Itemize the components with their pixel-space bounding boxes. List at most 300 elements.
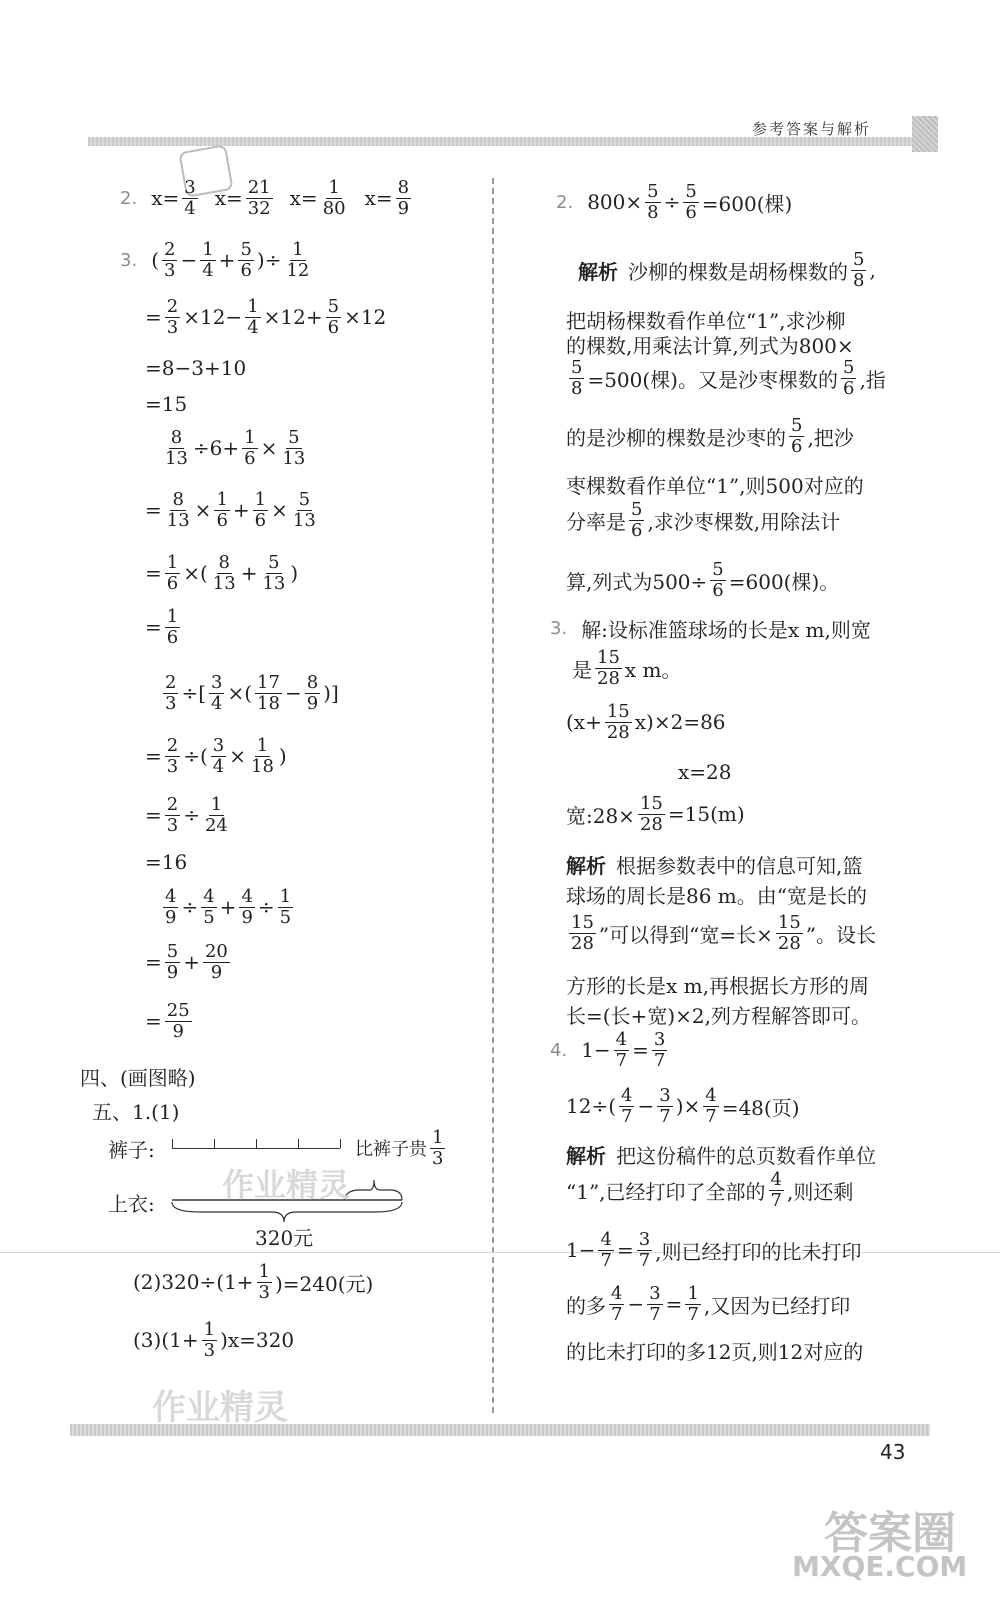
text: 比裤子贵 [355, 1139, 427, 1161]
fraction [430, 1128, 445, 1169]
fraction [165, 1001, 192, 1042]
text: “1”,已经打印了全部的 [566, 1179, 766, 1204]
den: 7 [770, 1189, 782, 1211]
watermark-site: MXQE.COM [792, 1550, 968, 1583]
num: 3 [212, 735, 225, 756]
fraction [657, 1086, 672, 1127]
den: 12 [286, 259, 310, 281]
fraction [238, 240, 253, 281]
text: =15(m) [667, 802, 745, 827]
right-q2-exp-2: 把胡杨棵数看作单位“1”,求沙柳 [566, 309, 846, 333]
fraction [605, 702, 632, 743]
text: )x=320 [220, 1328, 295, 1353]
num: 3 [638, 1229, 651, 1250]
num: 5 [712, 559, 724, 580]
text: × [260, 436, 278, 461]
text: ,则还剩 [786, 1179, 854, 1204]
fraction [652, 1030, 667, 1071]
den: 6 [216, 509, 228, 531]
text: ×12− [183, 305, 243, 330]
num: 4 [770, 1169, 782, 1190]
text: )] [323, 681, 339, 706]
analysis-tag: 解析 [566, 854, 606, 878]
text: (2)320÷(1+ [133, 1270, 254, 1295]
text: =48(页) [721, 1095, 800, 1120]
fraction [211, 553, 238, 594]
num: 5 [240, 239, 252, 260]
right-q2-exp-6: 枣棵数看作单位“1”,则500对应的 [566, 474, 864, 498]
den: 13 [262, 572, 286, 594]
fraction [278, 887, 293, 928]
text: ) [290, 561, 299, 586]
left-q2-label: 2. [120, 187, 138, 209]
den: 4 [212, 755, 225, 777]
num: 1 [202, 239, 214, 260]
fraction [683, 182, 698, 223]
right-q4-exp-4 [566, 1284, 850, 1325]
text: + [183, 950, 200, 975]
text: (x+ [566, 710, 602, 735]
fraction [165, 795, 180, 836]
text: =600(棵)。 [728, 569, 840, 594]
fraction [203, 942, 230, 983]
num: 1 [258, 1261, 270, 1282]
right-q3-line-2 [572, 648, 682, 689]
tick [214, 1139, 215, 1148]
left-q3-e3-line-2 [145, 795, 233, 836]
coat-label: 上衣: [108, 1192, 155, 1216]
text: , [869, 258, 876, 283]
text: 的多 [566, 1293, 606, 1318]
text: 800× [587, 190, 643, 215]
fraction [165, 607, 180, 648]
num: 2 [164, 239, 176, 260]
fraction [182, 178, 197, 219]
fraction [614, 1030, 629, 1071]
left-q3-e3-line-3: =16 [145, 850, 188, 874]
left-q3-e4-line-1 [145, 942, 233, 983]
den: 6 [166, 626, 179, 648]
text: ×( [183, 561, 208, 586]
num: 5 [791, 415, 803, 436]
watermark-brand: 答案圈 [824, 1508, 956, 1559]
fraction [769, 1170, 784, 1211]
right-q2-label: 2. [556, 191, 574, 213]
num: 1 [254, 489, 267, 510]
num: 4 [621, 1085, 633, 1106]
fraction [637, 1230, 652, 1271]
den: 5 [279, 906, 292, 928]
den: 6 [254, 509, 267, 531]
fraction [239, 887, 254, 928]
text: 1− [581, 1038, 611, 1063]
den: 7 [687, 1303, 699, 1325]
right-q4-exp-1 [566, 1140, 876, 1169]
text: + [240, 561, 258, 586]
den: 7 [611, 1303, 623, 1325]
fraction [165, 553, 180, 594]
num: 17 [257, 672, 280, 693]
den: 6 [244, 447, 256, 469]
den: 9 [165, 906, 177, 928]
watermark-text: 作业精灵 [222, 1166, 351, 1204]
den: 3 [166, 755, 179, 777]
den: 28 [639, 813, 663, 835]
den: 9 [397, 197, 410, 219]
text: = [616, 1238, 634, 1263]
num: 5 [685, 181, 697, 202]
fraction [598, 1230, 613, 1271]
den: 3 [203, 1339, 216, 1361]
left-part-3 [133, 1320, 294, 1361]
num: 4 [705, 1085, 717, 1106]
fraction [255, 673, 282, 714]
text: − [180, 248, 198, 273]
watermark-text-bottom: 作业精灵 [152, 1388, 288, 1428]
fraction [163, 887, 178, 928]
num: 1 [687, 1283, 699, 1304]
num: 1 [216, 489, 228, 510]
den: 6 [631, 519, 643, 541]
num: 1 [247, 296, 259, 317]
den: 7 [649, 1303, 661, 1325]
den: 28 [606, 721, 630, 743]
num: 3 [653, 1029, 666, 1050]
fraction [165, 490, 192, 531]
left-q3-e3-line-1 [145, 736, 287, 777]
num: 5 [853, 249, 865, 270]
more-than-pants-note [355, 1128, 448, 1169]
right-q3-eq-2: x=28 [678, 760, 732, 784]
text: = [145, 305, 162, 330]
left-q3-e4-line-2 [145, 1001, 195, 1042]
text: )÷ [256, 248, 282, 273]
fraction [163, 673, 178, 714]
num: 15 [606, 701, 630, 722]
fraction [789, 416, 804, 457]
num: 8 [218, 552, 230, 573]
den: 13 [282, 447, 306, 469]
right-q2-exp-8 [566, 560, 839, 601]
text: =600(棵) [701, 191, 793, 216]
right-q2-exp-5 [566, 416, 854, 457]
text: ×12+ [263, 305, 323, 330]
text: 根据参数表中的信息可知,篮 [616, 854, 863, 878]
den: 3 [258, 1281, 270, 1303]
fraction [249, 736, 276, 777]
page-number: 43 [880, 1440, 906, 1464]
fraction [710, 560, 725, 601]
fraction [245, 297, 260, 338]
num: 5 [571, 357, 583, 378]
analysis-tag: 解析 [578, 259, 618, 284]
text: ÷ [663, 190, 681, 215]
fraction [305, 673, 320, 714]
den: 9 [172, 1020, 184, 1042]
text: x= [151, 186, 180, 211]
left-q2-line [120, 178, 414, 219]
pants-label: 裤子: [108, 1138, 155, 1162]
den: 9 [241, 906, 253, 928]
den: 3 [165, 692, 177, 714]
text: ,把沙 [807, 425, 854, 450]
column-divider [492, 178, 494, 1413]
pants-segment [172, 1148, 340, 1149]
text: ÷6+ [192, 436, 240, 461]
num: 15 [571, 912, 594, 933]
text: )=240(元) [275, 1271, 374, 1296]
text: x= [364, 186, 393, 211]
num: 15 [639, 793, 663, 814]
fraction [211, 736, 226, 777]
fraction [841, 358, 856, 399]
den: 4 [184, 197, 196, 219]
num: 8 [306, 672, 319, 693]
fraction [165, 942, 180, 983]
num: 1 [432, 1127, 444, 1148]
fraction [291, 490, 318, 531]
header-title: 参考答案与解析 [752, 120, 872, 138]
den: 6 [327, 316, 340, 338]
right-q3-exp-1 [566, 850, 862, 879]
fraction [165, 736, 180, 777]
den: 7 [659, 1105, 671, 1127]
text: = [145, 950, 162, 975]
den: 9 [306, 692, 319, 714]
text: × [194, 498, 212, 523]
den: 4 [247, 316, 259, 338]
num: 4 [611, 1283, 623, 1304]
text: 算,列式为500÷ [566, 569, 708, 594]
fraction [629, 500, 644, 541]
den: 28 [571, 932, 594, 954]
text: ×12 [344, 305, 387, 330]
den: 6 [791, 435, 803, 457]
text: ÷ [257, 895, 275, 920]
text: )× [675, 1094, 701, 1119]
left-q3-e3-line-0 [160, 673, 339, 714]
left-q3-e2-line-0 [160, 428, 310, 469]
right-q3-exp-4: 方形的长是x m,再根据长方形的周 [566, 974, 869, 998]
text: × [271, 498, 288, 523]
text: 解:设标准篮球场的长是x m,则宽 [581, 618, 871, 642]
right-q3-label: 3. [550, 618, 568, 639]
den: 6 [240, 259, 252, 281]
right-q2-exp-7 [566, 500, 840, 541]
text: 是 [572, 657, 592, 682]
text: 把这份稿件的总页数看作单位 [616, 1144, 876, 1168]
num: 2 [166, 296, 179, 317]
num: 25 [166, 1000, 190, 1021]
text: + [232, 498, 250, 523]
num: 21 [247, 177, 271, 198]
num: 2 [166, 794, 179, 815]
fraction [326, 297, 341, 338]
fraction [163, 428, 190, 469]
fraction [647, 1284, 662, 1325]
fraction [246, 178, 273, 219]
den: 3 [432, 1147, 444, 1169]
text: ) [278, 744, 287, 769]
text: ÷ [183, 803, 200, 828]
fraction [396, 178, 411, 219]
den: 7 [600, 1249, 612, 1271]
den: 3 [166, 814, 179, 836]
num: 4 [165, 886, 177, 907]
tick [340, 1139, 341, 1148]
text: 分率是 [566, 509, 626, 534]
fraction [203, 795, 230, 836]
tick [298, 1139, 299, 1148]
num: 5 [327, 296, 340, 317]
fraction [776, 913, 803, 954]
fraction [645, 182, 660, 223]
fraction [569, 913, 596, 954]
right-q3-exp-5: 长=(长+宽)×2,列方程解答即可。 [566, 1004, 871, 1028]
text: 12÷( [566, 1094, 617, 1119]
num: 4 [241, 886, 253, 907]
fraction [619, 1086, 634, 1127]
text: x= [214, 186, 243, 211]
right-q4-line-2 [566, 1086, 800, 1127]
num: 4 [203, 886, 215, 907]
text: ( [151, 248, 159, 273]
num: 3 [659, 1085, 671, 1106]
den: 7 [653, 1049, 666, 1071]
fraction [703, 1086, 718, 1127]
extra-brace [345, 1180, 402, 1200]
right-q2-exp-1 [578, 250, 876, 291]
text: − [637, 1094, 655, 1119]
num: 5 [631, 499, 643, 520]
den: 7 [638, 1249, 651, 1271]
text: = [145, 803, 162, 828]
den: 28 [597, 667, 620, 689]
right-q3-line-1 [550, 614, 871, 643]
fraction [242, 428, 257, 469]
left-q3-e2-line-1 [145, 490, 321, 531]
text: − [627, 1292, 645, 1317]
text: 宽:28× [566, 803, 635, 828]
num: 20 [204, 941, 228, 962]
left-q3-e2-line-3 [145, 607, 183, 648]
right-q2-exp-4 [566, 358, 886, 399]
den: 13 [212, 572, 236, 594]
den: 4 [211, 692, 223, 714]
text: (3)(1+ [133, 1328, 199, 1353]
left-q3-line-2: =8−3+10 [145, 356, 247, 380]
right-q3-exp-2: 球场的周长是86 m。由“宽是长的 [566, 884, 867, 908]
num: 3 [211, 672, 223, 693]
den: 6 [166, 572, 179, 594]
text: = [145, 615, 162, 640]
den: 3 [164, 259, 176, 281]
left-q3-line-0 [120, 240, 314, 281]
right-q2-exp-3: 的棵数,用乘法计算,列式为800× [566, 334, 854, 358]
fraction [284, 240, 311, 281]
den: 9 [166, 961, 179, 983]
text: x)×2=86 [634, 710, 726, 735]
fraction [214, 490, 229, 531]
num: 2 [166, 735, 179, 756]
text: ,指 [859, 367, 886, 392]
left-q3-line-3: =15 [145, 392, 188, 416]
left-q3-label: 3. [120, 249, 138, 271]
den: 32 [247, 197, 271, 219]
den: 9 [210, 961, 223, 983]
fraction [321, 178, 348, 219]
num: 5 [166, 941, 179, 962]
right-q3-eq-3 [566, 794, 745, 835]
left-q3-e2-line-2 [145, 553, 298, 594]
den: 8 [647, 201, 659, 223]
fraction [209, 673, 224, 714]
den: 5 [203, 906, 215, 928]
num: 8 [170, 427, 183, 448]
text: ”可以得到“宽=长× [598, 922, 773, 947]
text: = [145, 498, 162, 523]
fraction [685, 1284, 700, 1325]
num: 3 [649, 1283, 661, 1304]
den: 6 [843, 377, 855, 399]
fraction [201, 887, 216, 928]
text: 1− [566, 1238, 596, 1263]
fraction [280, 428, 307, 469]
num: 1 [166, 606, 179, 627]
right-q3-eq-1 [566, 702, 726, 743]
fraction [609, 1284, 624, 1325]
fraction [202, 1320, 217, 1361]
den: 7 [621, 1105, 633, 1127]
fraction [200, 240, 215, 281]
num: 1 [166, 552, 179, 573]
left-section-four: 四、(画图略) [80, 1066, 196, 1090]
analysis-tag: 解析 [566, 1144, 606, 1168]
right-q4-exp-5: 的比未打印的多12页,则12对应的 [566, 1340, 864, 1364]
text: ÷[ [181, 681, 207, 706]
right-q4-label: 4. [550, 1039, 568, 1061]
den: 13 [166, 509, 190, 531]
num: 1 [328, 177, 340, 198]
right-q4-exp-2 [566, 1170, 853, 1211]
den: 13 [165, 447, 188, 469]
den: 18 [251, 755, 274, 777]
num: 1 [244, 427, 256, 448]
left-part-2 [133, 1262, 373, 1303]
fraction [569, 358, 584, 399]
total-price: 320元 [255, 1226, 314, 1250]
text: ÷( [183, 744, 208, 769]
den: 7 [705, 1105, 717, 1127]
right-q4-exp-3 [566, 1230, 862, 1271]
fraction [253, 490, 268, 531]
text: ,又因为已经打印 [703, 1293, 851, 1318]
text: = [145, 561, 162, 586]
fraction [162, 240, 177, 281]
fraction [851, 250, 866, 291]
num: 5 [298, 489, 311, 510]
den: 18 [257, 692, 280, 714]
text: 的是沙柳的棵数是沙枣的 [566, 425, 786, 450]
num: 5 [843, 357, 855, 378]
text: ”。设长 [805, 922, 877, 947]
text: ,求沙枣棵数,用除法计 [647, 509, 841, 534]
fraction [260, 553, 287, 594]
num: 4 [600, 1229, 612, 1250]
num: 5 [647, 181, 659, 202]
den: 4 [202, 259, 214, 281]
den: 6 [712, 579, 724, 601]
